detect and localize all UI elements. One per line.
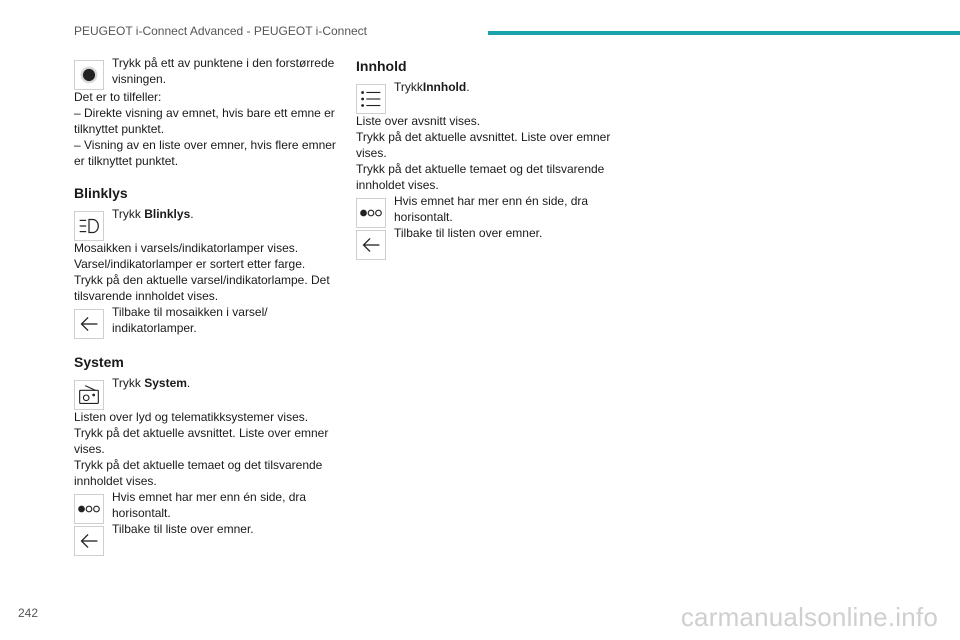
system-p1: Listen over lyd og telematikksystemer vises.: [74, 410, 309, 424]
innhold-back-text: Tilbake til listen over emner.: [394, 226, 543, 240]
blinklys-back-row: [74, 304, 336, 338]
innhold-press-row: [356, 79, 618, 113]
case-direct: – Direkte visning av emnet, hvis bare ett emne er tilknyttet punktet.: [74, 106, 335, 136]
system-pages-text: Hvis emnet har mer enn én side, dra horisontalt.: [112, 490, 307, 520]
left-column: [74, 55, 336, 555]
blinklys-p1: Mosaikken i varsels/indikatorlamper vises.: [74, 241, 299, 255]
innhold-pages-row: [356, 193, 618, 225]
back-arrow-icon[interactable]: [74, 526, 104, 556]
blinklys-press-text: Trykk Blinklys.: [112, 207, 194, 221]
system-pages-row: [74, 489, 336, 521]
system-back-row: [74, 521, 336, 555]
innhold-pages-text: Hvis emnet har mer enn én side, dra horisontalt.: [394, 194, 589, 224]
page-number: 242: [18, 606, 39, 620]
select-point-icon[interactable]: [74, 60, 104, 90]
innhold-p1: Liste over avsnitt vises.: [356, 114, 481, 128]
innhold-back-row: [356, 225, 618, 259]
radio-system-icon[interactable]: [74, 380, 104, 410]
blinklys-back-text: Tilbake til mosaikken i varsel/ indikatorlamper.: [112, 305, 268, 335]
system-press-row: [74, 375, 336, 409]
heading-blinklys: Blinklys: [74, 185, 128, 201]
case-list: – Visning av en liste over emner, hvis flere emner er tilknyttet punktet.: [74, 138, 336, 168]
indicator-lamp-icon[interactable]: [74, 211, 104, 241]
list-icon[interactable]: [356, 84, 386, 114]
select-point-row: [74, 55, 336, 89]
back-arrow-icon[interactable]: [356, 230, 386, 260]
select-point-text: Trykk på ett av punktene i den forstørrede visningen.: [112, 56, 335, 86]
blinklys-p3: Trykk på den aktuelle varsel/indikatorlampe. Det tilsvarende innholdet vises.: [74, 273, 330, 303]
system-back-text: Tilbake til liste over emner.: [112, 522, 254, 536]
right-column: [356, 55, 618, 259]
system-p2: Trykk på det aktuelle avsnittet. Liste over emner vises.: [74, 426, 329, 456]
innhold-press-text: TrykkInnhold.: [394, 80, 470, 94]
header-accent-bar: [488, 31, 960, 35]
cases-intro: Det er to tilfeller:: [74, 90, 162, 104]
heading-innhold: Innhold: [356, 58, 407, 74]
innhold-p2: Trykk på det aktuelle avsnittet. Liste over emner vises.: [356, 130, 611, 160]
blinklys-press-row: [74, 206, 336, 240]
heading-system: System: [74, 354, 124, 370]
back-arrow-icon[interactable]: [74, 309, 104, 339]
page-dots-icon[interactable]: [356, 198, 386, 228]
watermark: carmanualsonline.info: [680, 602, 938, 632]
system-press-text: Trykk System.: [112, 376, 191, 390]
running-header: PEUGEOT i-Connect Advanced - PEUGEOT i-Connect: [74, 24, 368, 38]
blinklys-p2: Varsel/indikatorlamper er sortert etter farge.: [74, 257, 306, 271]
innhold-p3: Trykk på det aktuelle temaet og det tilsvarende innholdet vises.: [356, 162, 605, 192]
system-p3: Trykk på det aktuelle temaet og det tilsvarende innholdet vises.: [74, 458, 323, 488]
page-dots-icon[interactable]: [74, 494, 104, 524]
